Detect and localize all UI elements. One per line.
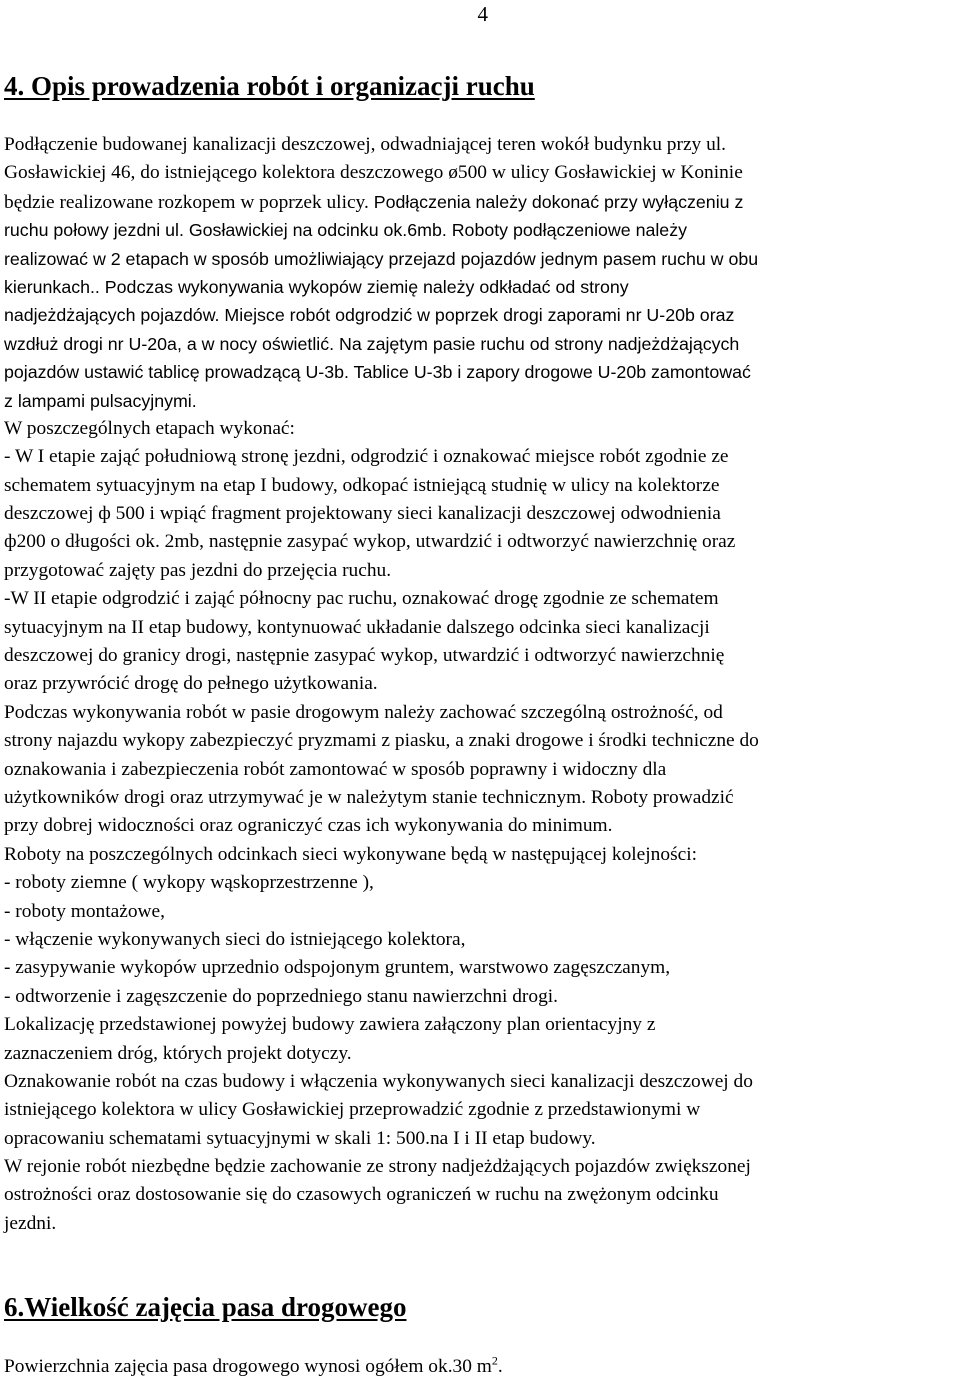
text-line [4, 1125, 960, 1153]
text-line [4, 585, 960, 613]
text-segment: Podłączenie budowanej kanalizacji deszczowej, odwadniającej teren wokół budynku przy ul. [4, 134, 727, 155]
text-segment: ruchu połowy jezdni ul. Gosławickiej na odcinku ok.6mb. Roboty podłączeniowe należy [4, 220, 687, 241]
text-line [4, 301, 960, 329]
text-segment: - zasypywanie wykopów uprzednio odspojonym gruntem, warstwowo zagęszczanym, [4, 957, 671, 979]
text-segment: kierunkach.. Podczas wykonywania wykopów ziemię należy odkładać od strony [4, 276, 629, 297]
text-segment: wzdłuż drogi nr U-20a, a w nocy oświetlić. Na zajętym pasie ruchu od strony nadjeżdżających [4, 333, 740, 354]
text-line [4, 898, 960, 926]
text-line [4, 983, 960, 1011]
section-4-heading: 4. Opis prowadzenia robót i organizacji ruchu [4, 71, 535, 101]
text-line [4, 472, 960, 500]
text-line [4, 387, 960, 415]
text-segment: opracowaniu schematami sytuacyjnymi w skali 1: 500.na I i II etap budowy. [4, 1127, 596, 1149]
text-segment: przy dobrej widoczności oraz ograniczyć czas ich wykonywania do minimum. [4, 815, 613, 837]
text-line [4, 415, 960, 443]
text-segment: ф200 o długości ok. 2mb, następnie zasypać wykop, utwardzić i odtworzyć nawierzchnię oraz [4, 531, 736, 553]
text-line [4, 926, 960, 954]
text-segment: ostrożności oraz dostosowanie się do czasowych ograniczeń w ruchu na zwężonym odcinku [4, 1184, 719, 1206]
text-line [4, 642, 960, 670]
text-segment: realizować w 2 etapach w sposób umożliwiający przejazd pojazdów jednym pasem ruchu w obu [4, 248, 759, 269]
text-line [4, 1181, 960, 1209]
text-segment: przygotować zajęty pas jezdni do przejęcia ruchu. [4, 559, 392, 581]
text-line [4, 443, 960, 471]
text-segment: sytuacyjnym na II etap budowy, kontynuować układanie dalszego odcinka sieci kanalizacji [4, 616, 710, 638]
text-line [4, 954, 960, 982]
text-segment: Gosławickiej 46, do istniejącego kolektora deszczowego ø500 w ulicy Gosławickiej w Koninie [4, 162, 743, 184]
text-line [4, 188, 960, 216]
text-segment: Oznakowanie robót na czas budowy i włączenia wykonywanych sieci kanalizacji deszczowej do [4, 1070, 753, 1092]
text-segment: Podłączenia należy dokonać przy wyłączeniu z [373, 191, 744, 212]
text-line [4, 1011, 960, 1039]
text-line [4, 1068, 960, 1096]
text-segment: - roboty montażowe, [4, 900, 166, 922]
text-line [4, 1096, 960, 1124]
text-line [4, 528, 960, 556]
text-segment: W poszczególnych etapach wykonać: [4, 417, 295, 439]
text-segment: istniejącego kolektora w ulicy Gosławickiej przeprowadzić zgodnie z przedstawionymi w [4, 1099, 701, 1121]
text-segment: - W I etapie zająć południową stronę jezdni, odgrodzić i oznakować miejsce robót zgodnie ze [4, 446, 729, 468]
text-line [4, 756, 960, 784]
text-line [4, 614, 960, 642]
area-statement [4, 1353, 503, 1378]
text-line [4, 245, 960, 273]
text-segment: schematem sytuacyjnym na etap I budowy, odkopać istniejącą studnię w ulicy na kolektorze [4, 474, 720, 496]
text-segment: - odtworzenie i zagęszczenie do poprzedniego stanu nawierzchni drogi. [4, 985, 559, 1007]
text-segment: -W II etapie odgrodzić i zająć północny pac ruchu, oznakować drogę zgodnie ze schematem [4, 588, 719, 610]
text-line [4, 699, 960, 727]
text-line [4, 1153, 960, 1181]
text-segment: Roboty na poszczególnych odcinkach sieci wykonywane będą w następującej kolejności: [4, 843, 697, 865]
text-segment: Lokalizację przedstawionej powyżej budowy zawiera załączony plan orientacyjny z [4, 1014, 656, 1036]
section-6-heading: 6.Wielkość zajęcia pasa drogowego [4, 1292, 407, 1322]
area-statement-text: Powierzchnia zajęcia pasa drogowego wynosi ogółem ok.30 m [4, 1356, 492, 1377]
area-statement-end: . [497, 1356, 503, 1377]
text-segment: zaznaczeniem dróg, których projekt dotyczy. [4, 1042, 352, 1064]
area-unit-superscript: 2 [491, 1353, 498, 1368]
section-4-body [4, 131, 960, 1238]
text-segment: jezdni. [4, 1212, 57, 1234]
text-line [4, 330, 960, 358]
text-line [4, 670, 960, 698]
text-segment: deszczowej do granicy drogi, następnie zasypać wykop, utwardzić i odtworzyć nawierzchnię [4, 645, 725, 667]
text-line [4, 784, 960, 812]
text-line [4, 841, 960, 869]
text-line [4, 812, 960, 840]
text-segment: użytkowników drogi oraz utrzymywać je w należytym stanie technicznym. Roboty prowadzić [4, 786, 734, 808]
text-segment: Podczas wykonywania robót w pasie drogowym należy zachować szczególną ostrożność, od [4, 701, 723, 723]
text-line [4, 358, 960, 386]
text-segment: będzie realizowane rozkopem w poprzek ulicy. [4, 191, 374, 213]
text-segment: W rejonie robót niezbędne będzie zachowanie ze strony nadjeżdżających pojazdów zwiększonej [4, 1156, 751, 1178]
text-line [4, 1210, 960, 1238]
text-line [4, 500, 960, 528]
text-segment: strony najazdu wykopy zabezpieczyć pryzmami z piasku, a znaki drogowe i środki techniczne do [4, 730, 759, 752]
text-segment: nadjeżdżających pojazdów. Miejsce robót odgrodzić w poprzek drogi zaporami nr U-20b oraz [4, 305, 735, 326]
text-segment: - włączenie wykonywanych sieci do istniejącego kolektora, [4, 928, 466, 950]
text-segment: oznakowania i zabezpieczenia robót zamontować w sposób poprawny i widoczny dla [4, 758, 667, 780]
text-segment: deszczowej ф 500 i wpiąć fragment projektowany sieci kanalizacji deszczowej odwodnienia [4, 503, 721, 525]
text-line [4, 273, 960, 301]
text-segment: pojazdów ustawić tablicę prowadzącą U-3b. Tablice U-3b i zapory drogowe U-20b zamontować [4, 362, 751, 383]
text-segment: - roboty ziemne ( wykopy wąskoprzestrzenne ), [4, 872, 374, 894]
text-line [4, 557, 960, 585]
text-line [4, 869, 960, 897]
text-line [4, 159, 960, 187]
text-segment: oraz przywrócić drogę do pełnego użytkowania. [4, 673, 378, 695]
text-line [4, 131, 960, 159]
page-number: 4 [477, 2, 488, 26]
text-line [4, 727, 960, 755]
text-line [4, 216, 960, 244]
text-line [4, 1040, 960, 1068]
text-segment: z lampami pulsacyjnymi. [4, 390, 197, 411]
